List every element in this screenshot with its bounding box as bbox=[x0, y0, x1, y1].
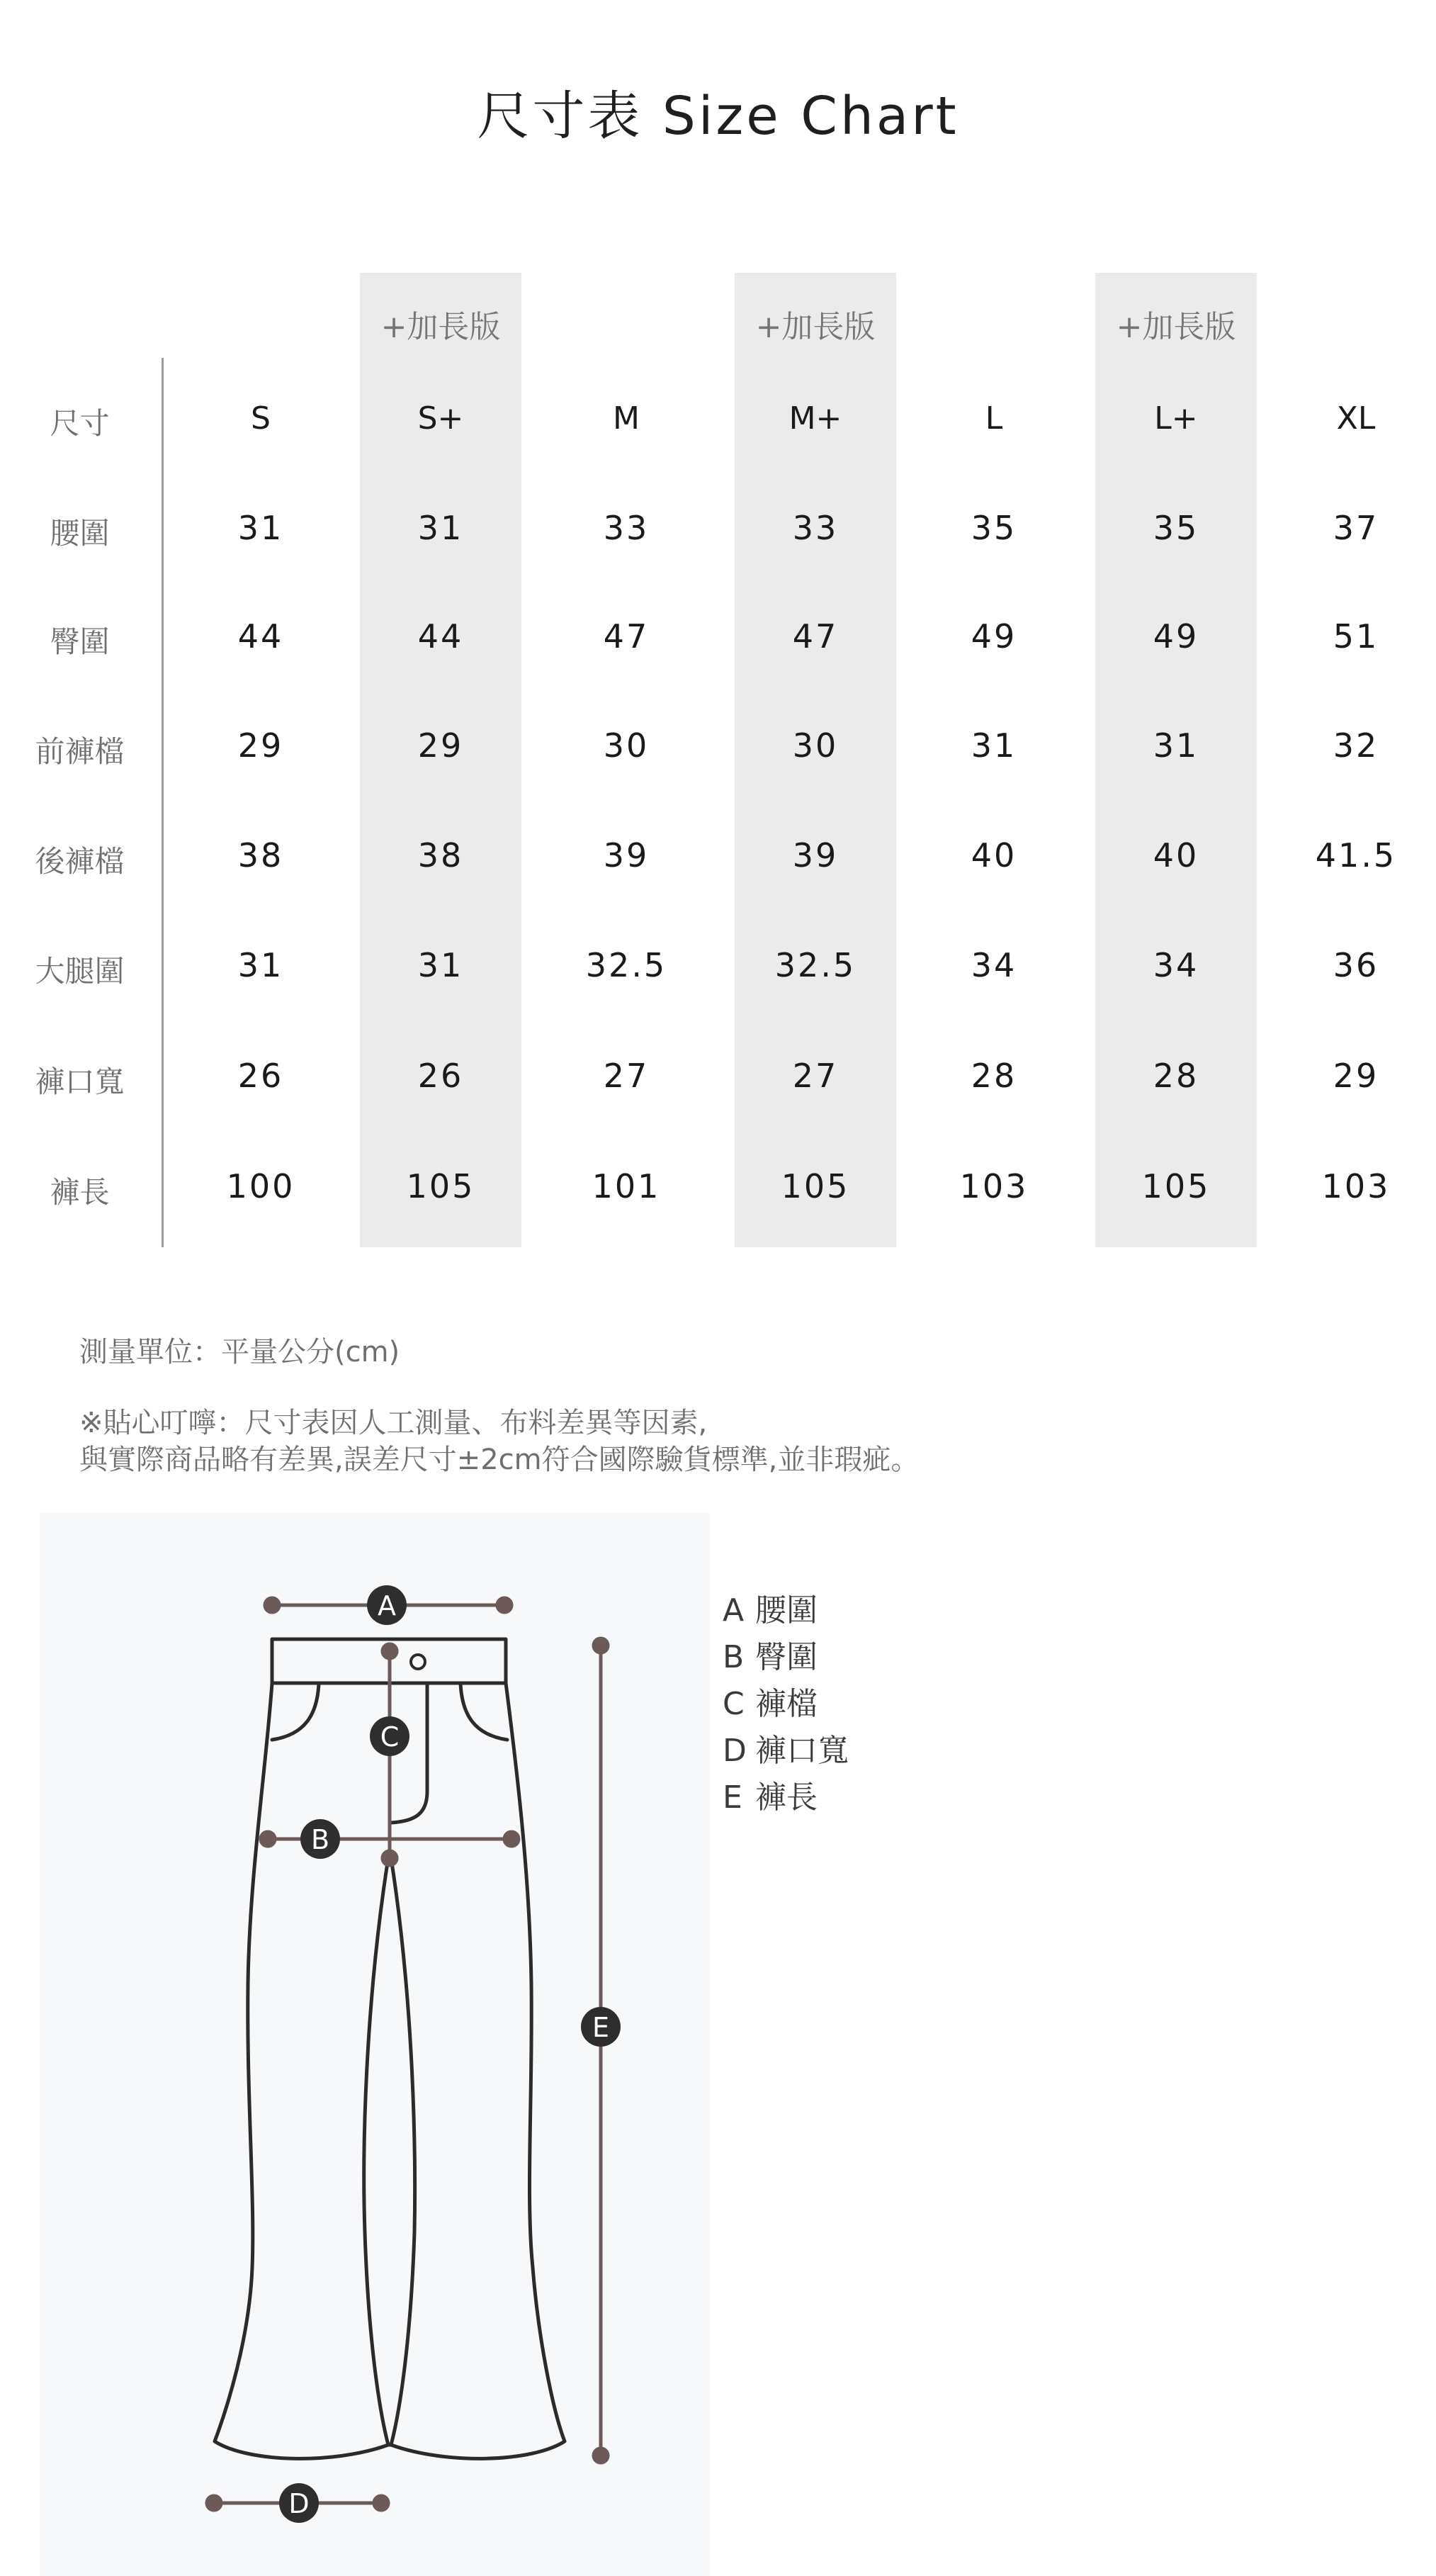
table-cell: 36 bbox=[1333, 946, 1379, 984]
table-cell: 27 bbox=[603, 1057, 650, 1095]
table-cell: 28 bbox=[971, 1057, 1017, 1095]
size-header: M bbox=[613, 400, 640, 437]
marker-c bbox=[370, 1716, 409, 1756]
legend-item bbox=[723, 1681, 849, 1728]
marker-d bbox=[279, 2483, 319, 2523]
table-cell: 26 bbox=[237, 1057, 284, 1095]
tolerance-note-line2: 與實際商品略有差異,誤差尺寸±2cm符合國際驗貨標準,並非瑕疵。 bbox=[79, 1444, 920, 1476]
legend-item bbox=[723, 1634, 849, 1681]
table-cell: 29 bbox=[237, 726, 284, 765]
table-cell: 31 bbox=[417, 946, 464, 984]
table-cell: 31 bbox=[237, 946, 284, 984]
page-title: 尺寸表 Size Chart bbox=[477, 86, 959, 147]
waist-button bbox=[411, 1655, 425, 1669]
table-cell: 103 bbox=[959, 1167, 1029, 1205]
row-label-thigh: 大腿圍 bbox=[35, 954, 125, 989]
table-cell: 29 bbox=[1333, 1057, 1379, 1095]
legend-label: 褲口寬 bbox=[755, 1733, 849, 1769]
table-cell: 37 bbox=[1333, 509, 1379, 547]
measurement-unit-note: 測量單位：平量公分(cm) bbox=[79, 1336, 400, 1368]
legend-letter: C bbox=[723, 1686, 745, 1722]
size-header: XL bbox=[1336, 400, 1376, 437]
table-cell: 47 bbox=[792, 617, 839, 656]
table-cell: 33 bbox=[792, 509, 839, 547]
size-header: S bbox=[251, 400, 271, 437]
marker-e bbox=[581, 2007, 621, 2047]
size-header: M+ bbox=[788, 400, 842, 437]
table-cell: 38 bbox=[417, 836, 464, 874]
legend-label: 褲檔 bbox=[755, 1686, 818, 1722]
legend-label: 褲長 bbox=[755, 1779, 818, 1816]
marker-b-label: B bbox=[310, 1824, 330, 1855]
row-label-length: 褲長 bbox=[50, 1175, 110, 1210]
size-header-label: 尺寸 bbox=[50, 406, 110, 441]
extended-label: +加長版 bbox=[755, 309, 876, 345]
legend-item bbox=[723, 1774, 849, 1821]
table-cell: 103 bbox=[1321, 1167, 1391, 1205]
marker-b bbox=[300, 1819, 340, 1859]
table-cell: 49 bbox=[1153, 617, 1199, 656]
left-pocket bbox=[272, 1683, 319, 1740]
table-cell: 39 bbox=[792, 836, 839, 874]
row-label-leg-opening: 褲口寬 bbox=[35, 1064, 125, 1099]
table-cell: 39 bbox=[603, 836, 650, 874]
table-cell: 34 bbox=[1153, 946, 1199, 984]
table-cell: 41.5 bbox=[1315, 836, 1397, 874]
table-cell: 44 bbox=[417, 617, 464, 656]
table-cell: 105 bbox=[406, 1167, 475, 1205]
legend-item bbox=[723, 1728, 849, 1774]
table-cell: 49 bbox=[971, 617, 1017, 656]
size-header: L+ bbox=[1154, 400, 1198, 437]
table-cell: 27 bbox=[792, 1057, 839, 1095]
table-cell: 32 bbox=[1333, 726, 1379, 765]
table-cell: 100 bbox=[226, 1167, 295, 1205]
table-cell: 33 bbox=[603, 509, 650, 547]
legend-label: 腰圍 bbox=[755, 1592, 818, 1629]
marker-a bbox=[367, 1585, 407, 1625]
right-pocket bbox=[460, 1683, 507, 1740]
table-cell: 38 bbox=[237, 836, 284, 874]
table-cell: 29 bbox=[417, 726, 464, 765]
table-cell: 31 bbox=[417, 509, 464, 547]
table-cell: 105 bbox=[781, 1167, 850, 1205]
size-header: S+ bbox=[417, 400, 464, 437]
table-cell: 47 bbox=[603, 617, 650, 656]
row-label-hip: 臀圍 bbox=[50, 624, 110, 659]
table-cell: 105 bbox=[1141, 1167, 1211, 1205]
table-cell: 30 bbox=[603, 726, 650, 765]
legend-letter: E bbox=[723, 1779, 742, 1816]
marker-e-label: E bbox=[592, 2012, 610, 2043]
table-cell: 40 bbox=[971, 836, 1017, 874]
legend-label: 臀圍 bbox=[755, 1639, 818, 1675]
table-cell: 31 bbox=[237, 509, 284, 547]
table-cell: 51 bbox=[1333, 617, 1379, 656]
extended-label: +加長版 bbox=[380, 309, 501, 345]
marker-a-label: A bbox=[378, 1590, 396, 1621]
size-header: L bbox=[985, 400, 1003, 437]
extended-label: +加長版 bbox=[1116, 309, 1236, 345]
table-cell: 31 bbox=[971, 726, 1017, 765]
legend-letter: B bbox=[723, 1639, 745, 1675]
table-cell: 32.5 bbox=[585, 946, 667, 984]
legend-letter: D bbox=[723, 1733, 747, 1769]
legend-item bbox=[723, 1587, 849, 1634]
table-cell: 35 bbox=[971, 509, 1017, 547]
table-cell: 34 bbox=[971, 946, 1017, 984]
diagram-legend bbox=[723, 1587, 849, 1821]
row-label-waist: 腰圍 bbox=[50, 516, 110, 551]
table-cell: 40 bbox=[1153, 836, 1199, 874]
row-label-front-rise: 前褲檔 bbox=[35, 734, 125, 769]
row-label-back-rise: 後褲檔 bbox=[35, 844, 125, 879]
table-cell: 44 bbox=[237, 617, 284, 656]
tolerance-note-line1: ※貼心叮嚀：尺寸表因人工測量、布料差異等因素, bbox=[79, 1407, 708, 1439]
marker-c-label: C bbox=[380, 1721, 400, 1753]
table-cell: 26 bbox=[417, 1057, 464, 1095]
table-cell: 30 bbox=[792, 726, 839, 765]
table-cell: 101 bbox=[592, 1167, 661, 1205]
legend-letter: A bbox=[723, 1592, 745, 1629]
table-cell: 35 bbox=[1153, 509, 1199, 547]
table-cell: 31 bbox=[1153, 726, 1199, 765]
marker-d-label: D bbox=[288, 2488, 310, 2519]
table-cell: 28 bbox=[1153, 1057, 1199, 1095]
table-cell: 32.5 bbox=[774, 946, 856, 984]
